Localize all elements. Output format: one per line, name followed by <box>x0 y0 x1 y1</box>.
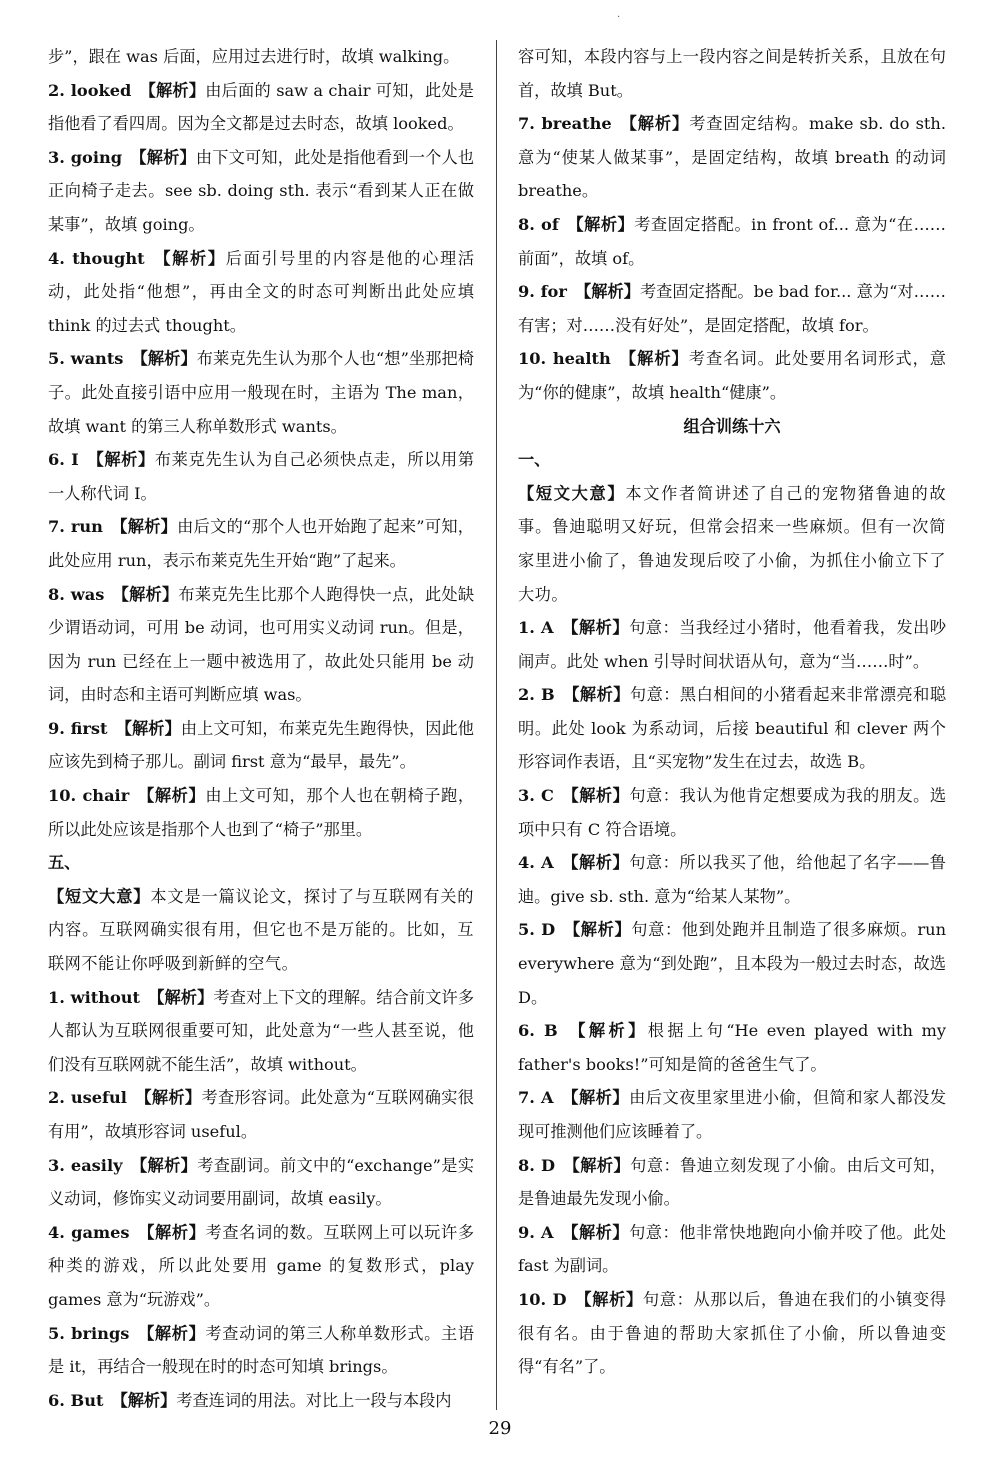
answer-item <box>518 1014 946 1081</box>
answer-item <box>518 913 946 1014</box>
analysis-text: 考查连词的用法。对比上一段与本段内 <box>176 1390 452 1410</box>
summary-text: 本文是一篇议论文，探讨了与互联网有关的内容。互联网确实很有用，但它也不是万能的。比如，互联网不能让你呼吸到新鲜的空气。 <box>48 886 474 974</box>
answer-item <box>48 443 474 510</box>
analysis-tag: 【解析】 <box>561 618 630 638</box>
analysis-text: 句意：他到处跑并且制造了很多麻烦。run everywhere 意为“到处跑”，且本段为一般过去时态，故选 D。 <box>518 920 946 1007</box>
answer-item <box>518 846 946 913</box>
summary-paragraph <box>48 880 474 981</box>
section-heading-5: 五、 <box>48 853 81 873</box>
analysis-tag: 【解析】 <box>561 1088 630 1108</box>
analysis-text: 句意：黑白相间的小猪看起来非常漂亮和聪明。此处 look 为系动词，后接 beautiful 和 clever 两个形容词作表语，且“买宠物”发生在过去，故选 B。 <box>518 685 947 772</box>
continued-text: 容可知，本段内容与上一段内容之间是转折关系，且放在句首，故填 But。 <box>518 47 946 100</box>
continued-text: 步”，跟在 was 后面，应用过去进行时，故填 walking。 <box>48 47 460 66</box>
analysis-tag: 【解析】 <box>115 718 181 738</box>
analysis-text: 考查名词的数。互联网上可以玩许多种类的游戏，所以此处要用 game 的复数形式，play games 意为“玩游戏”。 <box>48 1222 475 1309</box>
answer-number: 10. D <box>518 1289 567 1309</box>
scan-speck: · <box>617 12 621 23</box>
analysis-text: 由后文的“那个人也开始跑了起来”可知，此处应用 run，表示布莱克先生开始“跑”了起来。 <box>48 517 474 570</box>
answer-item <box>48 141 474 242</box>
answer-number: 3. C <box>518 786 554 806</box>
analysis-tag: 【解析】 <box>566 214 635 234</box>
answer-list <box>518 107 946 409</box>
answer-item <box>48 510 474 577</box>
analysis-text: 布莱克先生认为那个人也“想”坐那把椅子。此处直接引语中应用一般现在时，主语为 The man，故填 want 的第三人称单数形式 wants。 <box>48 349 474 436</box>
analysis-text: 考查名词。此处要用名词形式，意为“你的健康”，故填 health“健康”。 <box>518 349 946 402</box>
analysis-text: 句意：我认为他肯定想要成为我的朋友。选项中只有 C 符合语境。 <box>518 786 947 839</box>
page-number: 29 <box>488 1418 512 1439</box>
left-column <box>48 40 474 1417</box>
answer-number: 8. of <box>518 214 559 234</box>
answer-item <box>48 981 474 1082</box>
analysis-tag: 【解析】 <box>148 987 214 1007</box>
answer-number: 4. thought <box>48 248 145 268</box>
answer-item <box>518 107 946 208</box>
answer-number: 10. health <box>518 349 611 369</box>
answer-list <box>48 74 474 847</box>
answer-number: 3. going <box>48 147 123 167</box>
analysis-text: 后面引号里的内容是他的心理活动，此处指“他想”，再由全文的时态可判断出此处应填 think 的过去式 thought。 <box>48 248 475 335</box>
analysis-text: 句意：鲁迪立刻发现了小偷。由后文可知，是鲁迪最先发现小偷。 <box>518 1155 946 1209</box>
analysis-text: 句意：从那以后，鲁迪在我们的小镇变得很有名。由于鲁迪的帮助大家抓住了小偷，所以鲁迪变得“有名”了。 <box>518 1289 946 1377</box>
answer-item <box>518 342 946 409</box>
answer-number: 4. A <box>518 853 554 873</box>
analysis-text: 考查形容词。此处意为“互联网确实很有用”，故填形容词 useful。 <box>48 1088 474 1141</box>
analysis-tag: 【解析】 <box>137 1323 206 1343</box>
analysis-text: 由上文可知，那个人也在朝椅子跑，所以此处应该是指那个人也到了“椅子”那里。 <box>48 786 475 839</box>
analysis-tag: 【解析】 <box>565 1021 648 1041</box>
answer-item <box>48 1317 474 1384</box>
answer-item <box>48 1216 474 1317</box>
answer-item <box>48 74 474 141</box>
analysis-tag: 【解析】 <box>561 1222 630 1242</box>
answer-list <box>518 611 946 1384</box>
answer-number: 10. chair <box>48 786 130 806</box>
analysis-tag: 【解析】 <box>137 786 206 806</box>
analysis-text: 布莱克先生比那个人跑得快一点，此处缺少谓语动词，可用 be 动词，也可用实义动词 run。但是，因为 run 已经在上一题中被选用了，故此处只能用 be 动词，由时态和主语可判断应填 was。 <box>48 584 475 705</box>
analysis-text: 句意：当我经过小猪时，他看着我，发出吵闹声。此处 when 引导时间状语从句，意为“当……时”。 <box>518 618 947 671</box>
answer-number: 9. first <box>48 718 108 738</box>
answer-item <box>48 578 474 712</box>
analysis-tag: 【解析】 <box>561 853 630 873</box>
analysis-text: 考查对上下文的理解。结合前文许多人都认为互联网很重要可知，此处意为“一些人甚至说，他们没有互联网就不能生活”，故填 without。 <box>48 987 475 1074</box>
summary-tag: 【短文大意】 <box>48 886 151 906</box>
summary-text: 本文作者简讲述了自己的宠物猪鲁迪的故事。鲁迪聪明又好玩，但常会招来一些麻烦。但有一次简家里进小偷了，鲁迪发现后咬了小偷，为抓住小偷立下了大功。 <box>518 483 947 604</box>
analysis-tag: 【解析】 <box>618 349 689 369</box>
answer-item <box>518 779 946 846</box>
answer-item <box>518 208 946 275</box>
analysis-text: 句意：所以我买了他，给他起了名字——鲁迪。give sb. sth. 意为“给某人某物”。 <box>518 853 946 906</box>
analysis-tag: 【解析】 <box>130 147 196 167</box>
section-heading-1: 一、 <box>518 450 551 470</box>
analysis-tag: 【解析】 <box>574 282 640 302</box>
analysis-text: 布莱克先生认为自己必须快点走，所以用第一人称代词 I。 <box>48 450 475 503</box>
answer-number: 5. D <box>518 920 556 940</box>
analysis-text: 由后面的 saw a chair 可知，此处是指他看了看四周。因为全文都是过去时态，故填 looked。 <box>48 80 474 134</box>
analysis-text: 由上文可知，布莱克先生跑得快，因此他应该先到椅子那儿。副词 first 意为“最早，最先”。 <box>48 718 474 772</box>
analysis-text: 考查固定搭配。be bad for... 意为“对……有害；对……没有好处”，是固定搭配，故填 for。 <box>518 282 946 335</box>
analysis-text: 考查动词的第三人称单数形式。主语是 it，再结合一般现在时的时态可知填 brings。 <box>48 1323 475 1377</box>
analysis-text: 由后文夜里家里进小偷，但简和家人都没发现可推测他们应该睡着了。 <box>518 1088 947 1141</box>
answer-number: 2. useful <box>48 1088 127 1108</box>
answer-number: 8. was <box>48 584 105 604</box>
answer-list <box>48 981 474 1418</box>
summary-paragraph <box>518 477 946 611</box>
answer-item <box>518 678 946 779</box>
answer-number: 1. A <box>518 618 554 638</box>
answer-item <box>48 1149 474 1216</box>
answer-item <box>518 1216 946 1283</box>
answer-number: 5. wants <box>48 349 124 369</box>
answer-number: 4. games <box>48 1222 130 1242</box>
analysis-text: 考查固定搭配。in front of... 意为“在……前面”，故填 of。 <box>518 214 946 268</box>
analysis-tag: 【解析】 <box>139 80 206 100</box>
answer-number: 1. without <box>48 987 141 1007</box>
analysis-text: 根据上句“He even played with my father's books!”可知是简的爸爸生气了。 <box>518 1021 946 1074</box>
answer-number: 7. A <box>518 1088 554 1108</box>
analysis-text: 考查副词。前文中的“exchange”是实义动词，修饰实义动词要用副词，故填 easily。 <box>48 1155 475 1209</box>
answer-number: 6. B <box>518 1021 558 1041</box>
column-divider <box>496 40 497 1410</box>
answer-item <box>518 1081 946 1148</box>
answer-number: 6. But <box>48 1390 104 1410</box>
answer-number: 5. brings <box>48 1323 130 1343</box>
answer-item <box>518 611 946 678</box>
analysis-tag: 【解析】 <box>563 920 632 940</box>
analysis-tag: 【解析】 <box>137 1222 206 1242</box>
answer-item <box>48 342 474 443</box>
answer-number: 3. easily <box>48 1155 123 1175</box>
answer-number: 9. for <box>518 282 567 302</box>
analysis-tag: 【解析】 <box>111 1390 177 1410</box>
answer-item <box>518 1283 946 1384</box>
analysis-tag: 【解析】 <box>110 517 178 537</box>
answer-item <box>48 712 474 779</box>
analysis-text: 考查固定结构。make sb. do sth. 意为“使某人做某事”，是固定结构，故填 breath 的动词 breathe。 <box>518 114 946 201</box>
analysis-tag: 【解析】 <box>152 248 226 268</box>
answer-item <box>48 1384 474 1418</box>
analysis-text: 由下文可知，此处是指他看到一个人也正向椅子走去。see sb. doing sth. 表示“看到某人正在做某事”，故填 going。 <box>48 147 475 234</box>
answer-number: 9. A <box>518 1222 554 1242</box>
analysis-tag: 【解析】 <box>574 1289 643 1309</box>
analysis-text: 句意：他非常快地跑向小偷并咬了他。此处 fast 为副词。 <box>518 1222 947 1276</box>
analysis-tag: 【解析】 <box>563 1155 631 1175</box>
answer-item <box>518 1149 946 1216</box>
analysis-tag: 【解析】 <box>131 349 197 369</box>
answer-number: 2. B <box>518 685 555 705</box>
answer-number: 7. breathe <box>518 114 612 134</box>
analysis-tag: 【解析】 <box>86 450 155 470</box>
analysis-tag: 【解析】 <box>135 1088 202 1108</box>
analysis-tag: 【解析】 <box>562 685 630 705</box>
analysis-tag: 【解析】 <box>130 1155 198 1175</box>
analysis-tag: 【解析】 <box>619 114 690 134</box>
answer-item <box>48 1081 474 1148</box>
answer-number: 6. I <box>48 450 79 470</box>
answer-item <box>48 242 474 343</box>
answer-number: 8. D <box>518 1155 556 1175</box>
analysis-tag: 【解析】 <box>562 786 630 806</box>
answer-item <box>48 779 474 846</box>
answer-number: 7. run <box>48 517 103 537</box>
answer-number: 2. looked <box>48 80 132 100</box>
exercise-title: 组合训练十六 <box>683 416 781 436</box>
analysis-tag: 【解析】 <box>112 584 179 604</box>
right-column <box>518 40 946 1384</box>
answer-item <box>518 275 946 342</box>
summary-tag: 【短文大意】 <box>518 483 626 503</box>
